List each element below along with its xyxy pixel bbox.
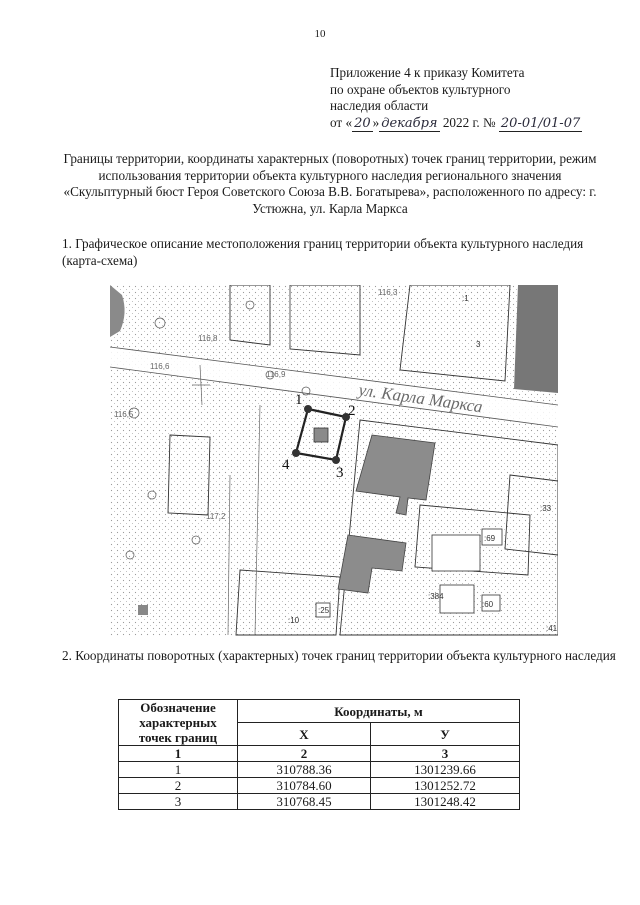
header-point-designation: Обозначение характерных точек границ	[119, 700, 238, 746]
table-header-row	[119, 700, 520, 723]
date-month-handwritten: декабря	[381, 115, 438, 131]
x-cell: 310788.36	[238, 762, 371, 778]
date-year: 2022 г. №	[442, 114, 496, 130]
date-sep: »	[372, 114, 380, 130]
point-label-1: 1	[295, 392, 303, 408]
section-2-heading: 2. Координаты поворотных (характерных) точек границ территории объекта культурного наследия	[62, 648, 616, 663]
index-cell: 1	[119, 746, 238, 762]
appendix-line-2: по охране объектов культурного	[330, 81, 511, 97]
boundary-point-1	[304, 405, 312, 413]
y-cell: 1301248.42	[371, 794, 520, 810]
header-x: Х	[238, 723, 371, 746]
elevation-label: 117,2	[206, 512, 226, 521]
date-prefix: от «	[330, 114, 353, 130]
x-cell: 310784.60	[238, 778, 371, 794]
table-row	[119, 762, 520, 778]
elevation-label: 116,5	[114, 410, 134, 419]
header-y: У	[371, 723, 520, 746]
x-cell: 310768.45	[238, 794, 371, 810]
header-coordinates: Координаты, м	[238, 700, 520, 723]
elevation-label: 116,3	[378, 288, 398, 297]
document-title: Границы территории, координаты характерных (поворотных) точек границ территории, режим использования территории объекта культурного наследия регионального значения «Скульптурный бюст Героя Советского Союза В.В. Богатырева», расположенного по адресу: г. Устюжна, ул. Карла Маркса	[63, 151, 597, 216]
parcel-label: :41	[546, 624, 558, 633]
elevation-label: 116,6	[150, 362, 170, 371]
section-1-heading: 1. Графическое описание местоположения границ территории объекта культурного наследия (карта-схема)	[62, 236, 584, 268]
appendix-header	[330, 65, 620, 132]
parcel-label: 3	[476, 340, 481, 349]
parcel-label: :10	[288, 616, 300, 625]
parcel-label: :384	[428, 592, 444, 601]
table-row	[119, 794, 520, 810]
date-day-handwritten: 20	[354, 115, 371, 131]
parcel-label: :33	[540, 504, 552, 513]
point-label-2: 2	[348, 403, 356, 419]
table-row	[119, 778, 520, 794]
boundary-point-3	[332, 456, 340, 464]
parcel-label: :60	[482, 600, 494, 609]
appendix-line-1: Приложение 4 к приказу Комитета	[330, 65, 525, 80]
site-map	[110, 285, 558, 637]
coordinates-table	[118, 699, 520, 810]
boundary-point-4	[292, 449, 300, 457]
map-drawing	[110, 285, 558, 637]
parcel-label: :25	[318, 606, 330, 615]
y-cell: 1301252.72	[371, 778, 520, 794]
appendix-line-3: наследия области	[330, 98, 429, 113]
page-number: 10	[314, 28, 326, 40]
y-cell: 1301239.66	[371, 762, 520, 778]
point-label-4: 4	[282, 457, 290, 473]
elevation-label: 116,9	[266, 370, 286, 379]
parcel-label: :1	[462, 294, 469, 303]
parcel-label: :69	[484, 534, 496, 543]
elevation-label: 116,8	[198, 334, 218, 343]
point-cell: 3	[119, 794, 238, 810]
index-cell: 3	[371, 746, 520, 762]
street-label: ул. Карла Маркса	[357, 380, 484, 417]
point-label-3: 3	[336, 465, 344, 481]
index-cell: 2	[238, 746, 371, 762]
order-number-handwritten: 20-01/01-07	[500, 115, 581, 131]
appendix-date-line	[330, 115, 620, 133]
table-index-row	[119, 746, 520, 762]
point-cell: 2	[119, 778, 238, 794]
point-cell: 1	[119, 762, 238, 778]
